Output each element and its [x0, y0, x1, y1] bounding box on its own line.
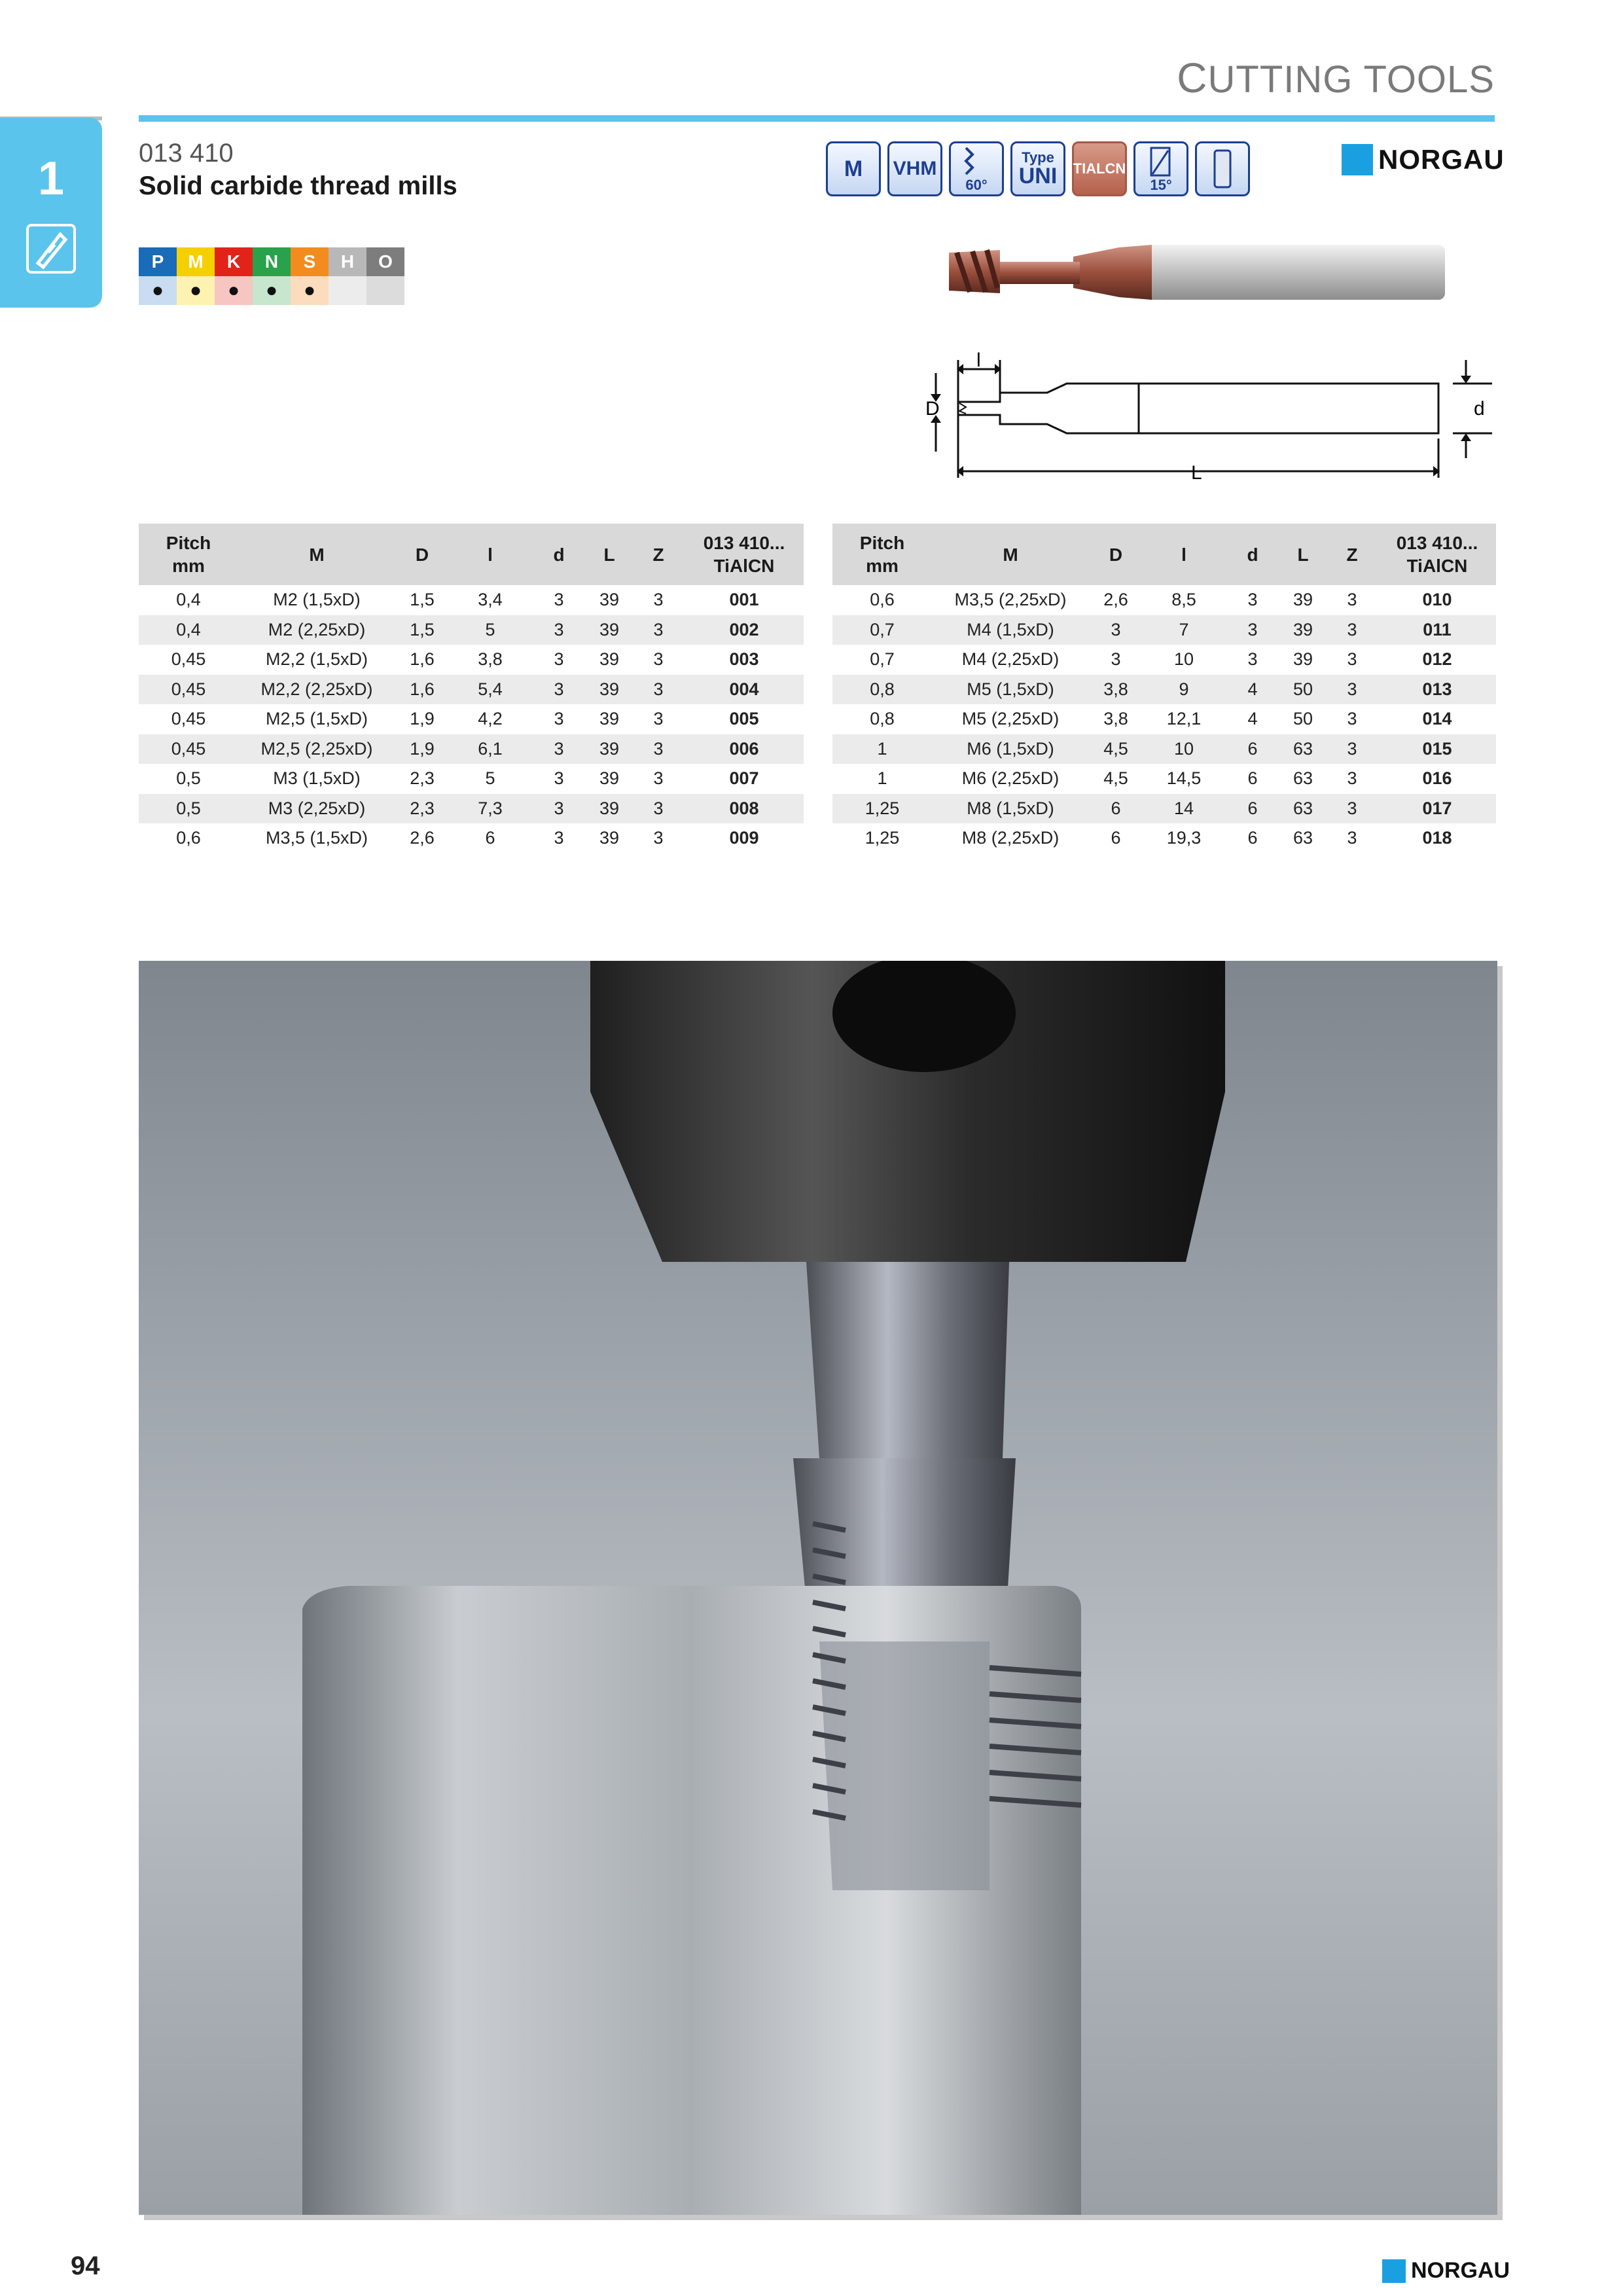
material-suitability-dot: ●	[139, 276, 177, 305]
cell-z: 3	[1347, 590, 1357, 610]
cell-L: 39	[586, 794, 632, 824]
cell-pitch: 0,5	[139, 794, 238, 824]
table-row	[139, 704, 804, 734]
cell-D: 2,6	[1103, 590, 1128, 610]
cell-d: 3	[554, 590, 564, 610]
cell-D: 3,8	[1089, 675, 1143, 705]
cell-m: M2,5 (2,25xD)	[238, 734, 395, 764]
cell-D: 1,5	[410, 590, 435, 610]
cell-d: 3	[554, 709, 564, 729]
label-l: l	[976, 350, 981, 371]
cell-d: 3	[554, 768, 564, 789]
cell-d: 6	[1225, 734, 1280, 764]
specs-table-left	[139, 524, 804, 853]
thread-angle-icon: 60°	[949, 141, 1004, 196]
application-photo	[139, 961, 1497, 2215]
material-group-h: H	[329, 247, 366, 276]
cell-l: 9	[1143, 675, 1225, 705]
table-row	[139, 823, 804, 853]
col-z: Z	[1326, 524, 1378, 585]
thread-type-icon: Type UNI	[1010, 141, 1065, 196]
table-row	[832, 794, 1496, 824]
cell-d: 3	[554, 828, 564, 848]
cell-L: 63	[1280, 734, 1326, 764]
label-D: D	[925, 398, 940, 420]
cell-L: 39	[599, 709, 620, 729]
chapter-tab[interactable]	[0, 118, 102, 308]
cell-D: 4,5	[1103, 768, 1128, 789]
chapter-number: 1	[37, 152, 65, 205]
material-group-n: N	[253, 247, 291, 276]
cell-l: 14	[1143, 794, 1225, 824]
cell-z: 3	[653, 590, 664, 610]
specs-table-right	[832, 524, 1496, 853]
cell-l: 3,8	[478, 649, 503, 670]
col-m: M	[238, 524, 395, 585]
cell-pitch: 0,45	[171, 709, 206, 729]
cell-z: 3	[653, 828, 664, 848]
cell-D: 3,8	[1103, 709, 1128, 729]
cell-l: 4,2	[478, 709, 503, 729]
cell-m: M3,5 (2,25xD)	[954, 590, 1067, 610]
cell-L: 39	[599, 768, 620, 789]
cell-D: 2,3	[410, 768, 435, 789]
cell-L: 39	[599, 649, 620, 670]
section-title: CUTTING TOOLS	[1177, 54, 1495, 101]
table-row	[139, 615, 804, 645]
cell-pitch: 0,7	[870, 649, 895, 670]
col-z: Z	[632, 524, 685, 585]
col-code: 013 410... TiAlCN	[1378, 524, 1496, 585]
cell-m: M6 (1,5xD)	[932, 734, 1089, 764]
cell-D: 4,5	[1089, 734, 1143, 764]
feature-icons	[826, 141, 1250, 196]
table-row	[139, 764, 804, 794]
cell-d: 3	[531, 794, 586, 824]
cell-D: 1,9	[410, 709, 435, 729]
table-row	[139, 645, 804, 675]
cell-code: 003	[729, 649, 759, 670]
material-group-p: P	[139, 247, 177, 276]
cell-code: 018	[1422, 828, 1452, 848]
cell-m: M4 (2,25xD)	[961, 649, 1060, 670]
cell-L: 39	[586, 675, 632, 705]
brand-square-icon	[1382, 2259, 1406, 2283]
cell-m: M2 (2,25xD)	[238, 615, 395, 645]
col-D: D	[395, 524, 449, 585]
cell-code: 010	[1422, 590, 1452, 610]
col-L: L	[586, 524, 632, 585]
cell-d: 3	[1247, 590, 1258, 610]
cell-D: 1,9	[395, 734, 449, 764]
cell-code: 016	[1422, 768, 1452, 789]
cell-code: 006	[685, 734, 804, 764]
cell-L: 63	[1293, 828, 1313, 848]
cell-z: 3	[1347, 768, 1357, 789]
cell-D: 1,6	[410, 649, 435, 670]
cell-pitch: 0,4	[176, 590, 201, 610]
cell-L: 50	[1293, 709, 1313, 729]
material-suitability-dot	[366, 276, 404, 305]
cell-L: 39	[1293, 649, 1313, 670]
table-row	[832, 704, 1496, 734]
col-l: l	[1143, 524, 1225, 585]
material-group-o: O	[366, 247, 404, 276]
col-l: l	[449, 524, 531, 585]
cell-l: 7,3	[449, 794, 531, 824]
product-code: 013 410	[139, 139, 234, 168]
cell-l: 10	[1143, 734, 1225, 764]
cell-code: 011	[1378, 615, 1496, 645]
cell-l: 12,1	[1166, 709, 1202, 729]
cell-z: 3	[653, 709, 664, 729]
table-row	[832, 764, 1496, 794]
table-row	[139, 734, 804, 764]
cell-l: 8,5	[1171, 590, 1196, 610]
cell-code: 005	[729, 709, 759, 729]
cell-D: 2,3	[395, 794, 449, 824]
cell-z: 3	[632, 794, 685, 824]
cell-code: 013	[1378, 675, 1496, 705]
drill-icon	[26, 224, 76, 274]
table-row	[832, 615, 1496, 645]
page-number: 94	[71, 2251, 100, 2280]
cell-code: 007	[729, 768, 759, 789]
col-m: M	[932, 524, 1089, 585]
cell-z: 3	[632, 734, 685, 764]
label-L: L	[1191, 462, 1202, 484]
col-code: 013 410... TiAlCN	[685, 524, 804, 585]
cell-L: 39	[599, 828, 620, 848]
cell-l: 10	[1173, 649, 1194, 670]
cell-d: 4	[1225, 675, 1280, 705]
cell-m: M3,5 (1,5xD)	[265, 828, 368, 848]
cell-l: 3,4	[478, 590, 503, 610]
material-group-s: S	[291, 247, 329, 276]
cell-L: 39	[1280, 615, 1326, 645]
tool-photo	[923, 230, 1453, 315]
cell-d: 3	[554, 649, 564, 670]
cell-d: 3	[531, 734, 586, 764]
vhm-icon: VHM	[887, 141, 942, 196]
cell-l: 5	[485, 768, 495, 789]
m-icon: M	[826, 141, 881, 196]
cell-d: 4	[1247, 709, 1258, 729]
table-row	[139, 675, 804, 705]
cell-pitch: 0,6	[870, 590, 895, 610]
table-row	[139, 794, 804, 824]
cell-l: 6,1	[449, 734, 531, 764]
cell-pitch: 0,45	[171, 649, 206, 670]
cell-code: 012	[1422, 649, 1452, 670]
cell-D: 6	[1111, 828, 1121, 848]
cell-pitch: 1,25	[865, 828, 900, 848]
brand-square-icon	[1342, 144, 1373, 175]
cell-m: M3 (1,5xD)	[273, 768, 361, 789]
cell-pitch: 0,8	[870, 709, 895, 729]
cell-pitch: 1	[832, 734, 932, 764]
cell-m: M8 (1,5xD)	[932, 794, 1089, 824]
cell-z: 3	[653, 649, 664, 670]
cell-pitch: 0,8	[832, 675, 932, 705]
cell-m: M3 (2,25xD)	[238, 794, 395, 824]
cell-d: 3	[531, 675, 586, 705]
cell-z: 3	[653, 768, 664, 789]
cell-z: 3	[1326, 794, 1378, 824]
cell-m: M6 (2,25xD)	[961, 768, 1060, 789]
cell-L: 63	[1293, 768, 1313, 789]
cell-z: 3	[1347, 649, 1357, 670]
table-row	[832, 645, 1496, 675]
cell-d: 6	[1247, 768, 1258, 789]
table-row	[832, 585, 1496, 615]
cell-m: M2,2 (2,25xD)	[238, 675, 395, 705]
cell-d: 3	[1225, 615, 1280, 645]
cell-d: 6	[1225, 794, 1280, 824]
cell-pitch: 1,25	[832, 794, 932, 824]
cell-D: 3	[1111, 649, 1121, 670]
cell-l: 14,5	[1166, 768, 1202, 789]
cell-z: 3	[632, 615, 685, 645]
cell-L: 39	[586, 615, 632, 645]
cell-pitch: 0,7	[832, 615, 932, 645]
col-pitch: Pitch mm	[139, 524, 238, 585]
cell-D: 3	[1089, 615, 1143, 645]
cell-pitch: 0,6	[176, 828, 201, 848]
cell-l: 5	[449, 615, 531, 645]
cell-z: 3	[1326, 734, 1378, 764]
cell-code: 009	[729, 828, 759, 848]
cell-code: 014	[1422, 709, 1452, 729]
cell-D: 6	[1089, 794, 1143, 824]
cell-L: 50	[1280, 675, 1326, 705]
cell-d: 3	[531, 615, 586, 645]
cell-pitch: 0,45	[139, 734, 238, 764]
cell-m: M8 (2,25xD)	[961, 828, 1060, 848]
material-suitability-dot: ●	[177, 276, 215, 305]
cell-z: 3	[632, 675, 685, 705]
col-D: D	[1089, 524, 1143, 585]
cell-code: 008	[685, 794, 804, 824]
table-row	[832, 675, 1496, 705]
material-group-k: K	[215, 247, 253, 276]
cell-z: 3	[1347, 709, 1357, 729]
cell-D: 2,6	[410, 828, 435, 848]
table-row	[139, 585, 804, 615]
cell-code: 001	[729, 590, 759, 610]
cell-code: 002	[685, 615, 804, 645]
cell-m: M2,5 (1,5xD)	[265, 709, 368, 729]
cell-l: 5,4	[449, 675, 531, 705]
coating-icon: TIALCN	[1072, 141, 1127, 196]
material-group-m: M	[177, 247, 215, 276]
col-L: L	[1280, 524, 1326, 585]
cell-m: M5 (1,5xD)	[932, 675, 1089, 705]
footer-brand-logo: NORGAU	[1382, 2258, 1510, 2284]
cell-L: 63	[1280, 794, 1326, 824]
cell-d: 3	[1247, 649, 1258, 670]
material-group-grid	[139, 247, 404, 305]
cell-m: M2,2 (1,5xD)	[265, 649, 368, 670]
cell-l: 7	[1143, 615, 1225, 645]
cell-z: 3	[1326, 675, 1378, 705]
cell-pitch: 0,45	[139, 675, 238, 705]
table-row	[832, 734, 1496, 764]
cell-pitch: 0,5	[176, 768, 201, 789]
cell-D: 1,6	[395, 675, 449, 705]
cell-L: 39	[586, 734, 632, 764]
cell-d: 6	[1247, 828, 1258, 848]
col-d: d	[1225, 524, 1280, 585]
cell-z: 3	[1347, 828, 1357, 848]
cell-code: 004	[685, 675, 804, 705]
cell-m: M5 (2,25xD)	[961, 709, 1060, 729]
cell-pitch: 0,4	[139, 615, 238, 645]
helix-angle-icon: 15°	[1133, 141, 1188, 196]
cell-L: 39	[599, 590, 620, 610]
cell-l: 19,3	[1166, 828, 1202, 848]
brand-logo: NORGAU	[1342, 144, 1505, 175]
tool-dimension-drawing	[916, 347, 1492, 497]
cell-m: M4 (1,5xD)	[932, 615, 1089, 645]
col-pitch: Pitch mm	[832, 524, 932, 585]
cell-m: M2 (1,5xD)	[273, 590, 361, 610]
material-suitability-dot	[329, 276, 366, 305]
cell-z: 3	[1326, 615, 1378, 645]
cell-code: 015	[1378, 734, 1496, 764]
cell-D: 1,5	[395, 615, 449, 645]
label-d: d	[1474, 398, 1485, 420]
header-rule	[139, 115, 1495, 122]
col-d: d	[531, 524, 586, 585]
shank-icon	[1195, 141, 1250, 196]
cell-l: 6	[485, 828, 495, 848]
material-suitability-dot: ●	[291, 276, 329, 305]
cell-L: 39	[1293, 590, 1313, 610]
material-suitability-dot: ●	[253, 276, 291, 305]
cell-code: 017	[1378, 794, 1496, 824]
cell-pitch: 1	[877, 768, 887, 789]
material-suitability-dot: ●	[215, 276, 253, 305]
product-name: Solid carbide thread mills	[139, 171, 457, 200]
table-row	[832, 823, 1496, 853]
